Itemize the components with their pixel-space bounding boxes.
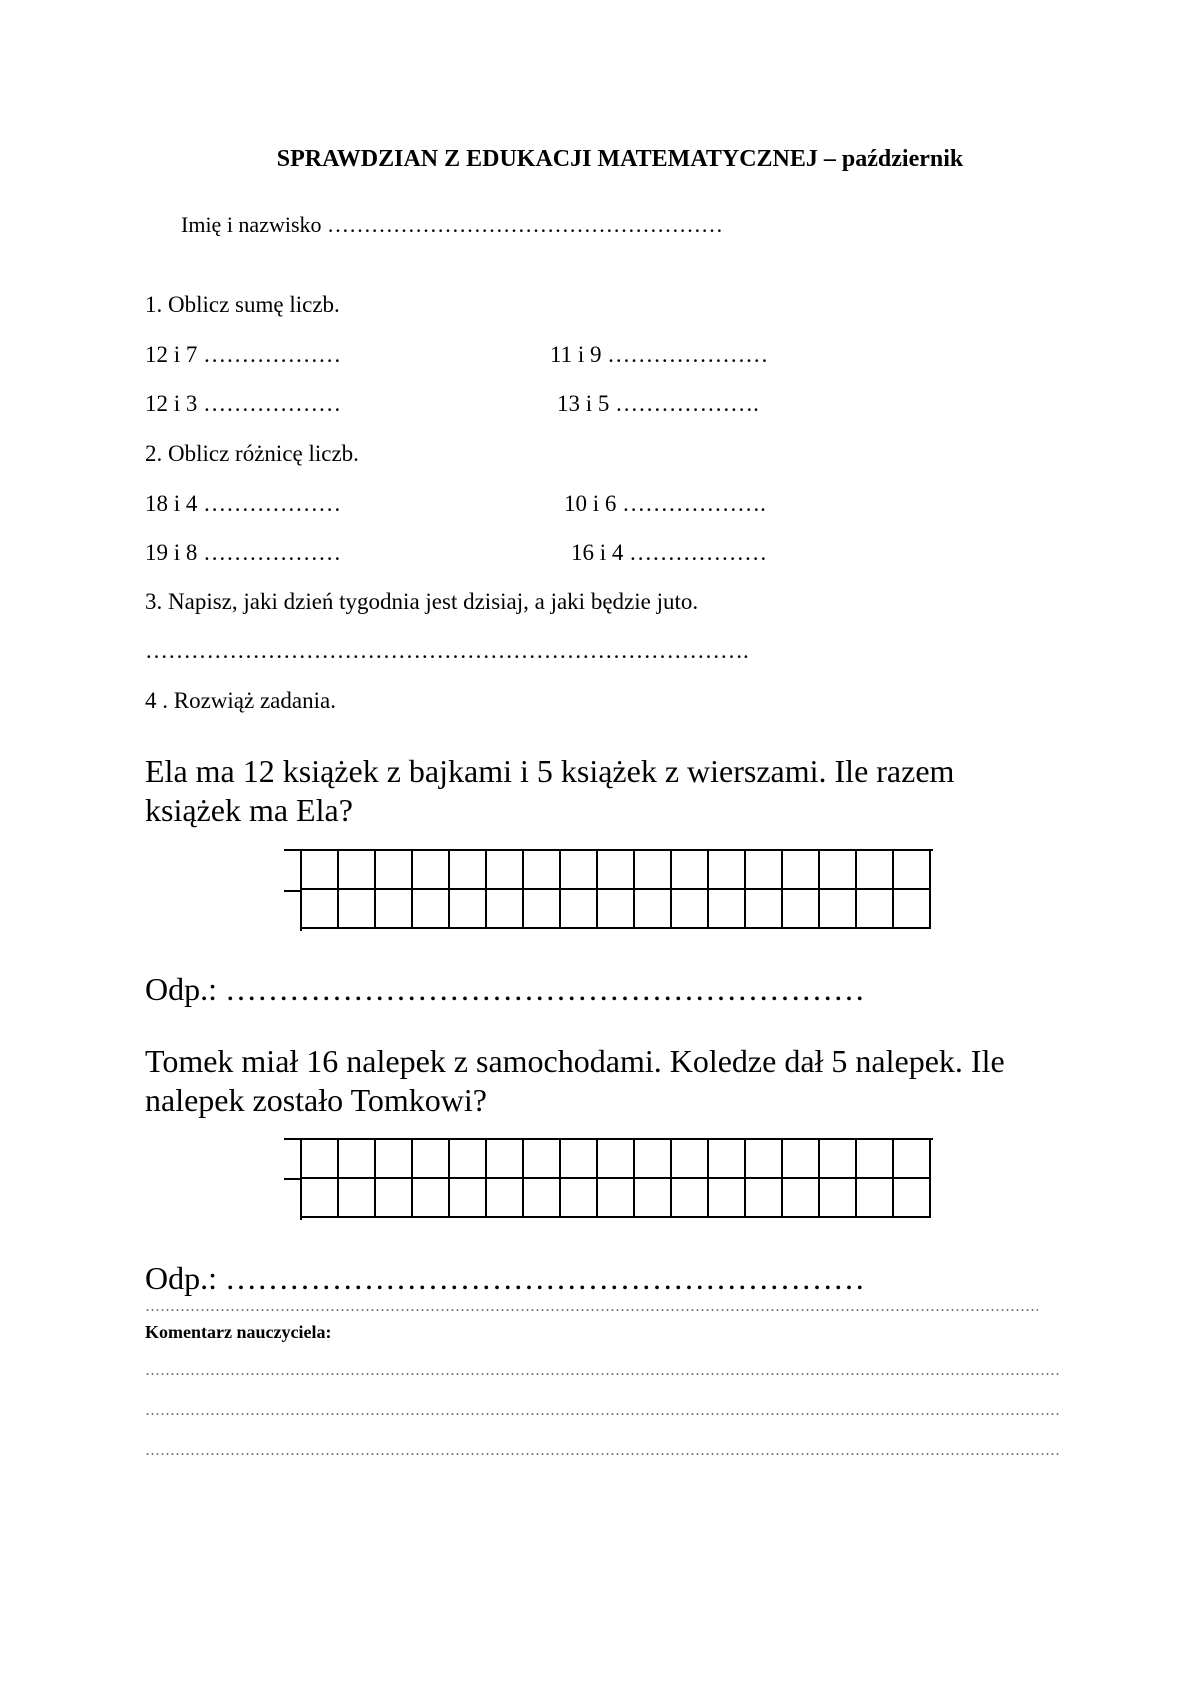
problem-1-text-line1: Ela ma 12 książek z bajkami i 5 książek z wierszami. Ile razem [145,753,955,789]
task-1-heading: 1. Oblicz sumę liczb. [145,292,340,317]
grid-cell[interactable] [339,1179,376,1218]
grid-cell[interactable] [635,1140,672,1179]
grid-cell[interactable] [709,851,746,890]
grid-cell[interactable] [857,890,894,929]
grid-cell[interactable] [413,1179,450,1218]
grid-cell[interactable] [339,890,376,929]
grid-cell[interactable] [783,890,820,929]
problem-1-calc-grid[interactable] [302,851,931,929]
page-title: SPRAWDZIAN Z EDUKACJI MATEMATYCZNEJ – październik [276,146,964,172]
grid-cell[interactable] [820,851,857,890]
grid-cell[interactable] [339,851,376,890]
teacher-comment-line[interactable] [145,1373,1060,1375]
task-2-item[interactable]: 16 i 4 ……………… [571,540,768,565]
grid-cell[interactable] [302,1140,339,1179]
student-name-line[interactable]: Imię i nazwisko ……………………………………………… [181,212,724,237]
grid-cell[interactable] [783,1140,820,1179]
grid-cell[interactable] [376,1179,413,1218]
task-1-item[interactable]: 13 i 5 ………………. [557,391,759,416]
grid-cell[interactable] [746,1140,783,1179]
grid-cell[interactable] [413,890,450,929]
grid-cell[interactable] [635,890,672,929]
task-2-heading: 2. Oblicz różnicę liczb. [145,441,359,466]
problem-2-answer-line[interactable]: Odp.: …………………………………………………… [145,1260,865,1296]
grid-cell[interactable] [487,851,524,890]
task-2-item[interactable]: 19 i 8 ……………… [145,540,342,565]
grid-cell[interactable] [894,1140,931,1179]
grid-cell[interactable] [524,1140,561,1179]
grid-cell[interactable] [857,1179,894,1218]
grid-cell[interactable] [672,1179,709,1218]
grid-cell[interactable] [894,1179,931,1218]
grid-cell[interactable] [524,851,561,890]
grid-stub [284,1178,300,1180]
grid-cell[interactable] [894,851,931,890]
grid-cell[interactable] [746,890,783,929]
task-3-answer-line[interactable]: ……………………………………………………………………. [145,638,749,663]
grid-cell[interactable] [746,1179,783,1218]
grid-cell[interactable] [820,1140,857,1179]
grid-cell[interactable] [709,1179,746,1218]
grid-cell[interactable] [450,1179,487,1218]
grid-cell[interactable] [820,890,857,929]
grid-cell[interactable] [783,851,820,890]
grid-cell[interactable] [598,1179,635,1218]
grid-cell[interactable] [635,1179,672,1218]
grid-cell[interactable] [598,890,635,929]
grid-cell[interactable] [302,1179,339,1218]
grid-cell[interactable] [561,851,598,890]
grid-cell[interactable] [450,1140,487,1179]
teacher-comment-label: Komentarz nauczyciela: [145,1322,332,1342]
problem-1-answer-line[interactable]: Odp.: …………………………………………………… [145,971,865,1007]
grid-cell[interactable] [857,851,894,890]
grid-cell[interactable] [672,890,709,929]
grid-cell[interactable] [339,1140,376,1179]
grid-cell[interactable] [524,1179,561,1218]
problem-2-text-line2: nalepek zostało Tomkowi? [145,1082,487,1118]
grid-cell[interactable] [598,1140,635,1179]
task-4-heading: 4 . Rozwiąż zadania. [145,688,336,713]
grid-cell[interactable] [487,890,524,929]
grid-cell[interactable] [746,851,783,890]
task-3-heading: 3. Napisz, jaki dzień tygodnia jest dzisiaj, a jaki będzie juto. [145,589,699,614]
grid-cell[interactable] [561,1140,598,1179]
grid-cell[interactable] [820,1179,857,1218]
grid-stub [284,890,300,892]
grid-cell[interactable] [376,890,413,929]
grid-cell[interactable] [783,1179,820,1218]
task-1-item[interactable]: 12 i 3 ……………… [145,391,342,416]
problem-1-calc-grid-frame [300,849,933,931]
grid-cell[interactable] [672,1140,709,1179]
problem-1-text-line2: książek ma Ela? [145,792,353,828]
problem-2-calc-grid-frame [300,1138,933,1220]
separator-dotted-line [145,1309,1038,1311]
grid-cell[interactable] [413,851,450,890]
grid-cell[interactable] [450,851,487,890]
task-2-item[interactable]: 18 i 4 ……………… [145,491,342,516]
grid-cell[interactable] [894,890,931,929]
grid-cell[interactable] [561,890,598,929]
problem-2-calc-grid[interactable] [302,1140,931,1218]
grid-cell[interactable] [524,890,561,929]
grid-cell[interactable] [302,890,339,929]
grid-cell[interactable] [376,851,413,890]
grid-cell[interactable] [376,1140,413,1179]
grid-stub [284,1138,300,1140]
grid-cell[interactable] [635,851,672,890]
grid-cell[interactable] [450,890,487,929]
task-1-item[interactable]: 11 i 9 ………………… [550,342,769,367]
grid-cell[interactable] [487,1140,524,1179]
grid-cell[interactable] [302,851,339,890]
grid-cell[interactable] [598,851,635,890]
grid-cell[interactable] [672,851,709,890]
teacher-comment-line[interactable] [145,1413,1060,1415]
task-2-item[interactable]: 10 i 6 ………………. [564,491,766,516]
grid-cell[interactable] [709,1140,746,1179]
grid-cell[interactable] [857,1140,894,1179]
teacher-comment-line[interactable] [145,1453,1060,1455]
problem-2-text-line1: Tomek miał 16 nalepek z samochodami. Koledze dał 5 nalepek. Ile [145,1043,1005,1079]
grid-cell[interactable] [487,1179,524,1218]
grid-cell[interactable] [709,890,746,929]
task-1-item[interactable]: 12 i 7 ……………… [145,342,342,367]
grid-cell[interactable] [413,1140,450,1179]
grid-cell[interactable] [561,1179,598,1218]
grid-stub [284,849,300,851]
